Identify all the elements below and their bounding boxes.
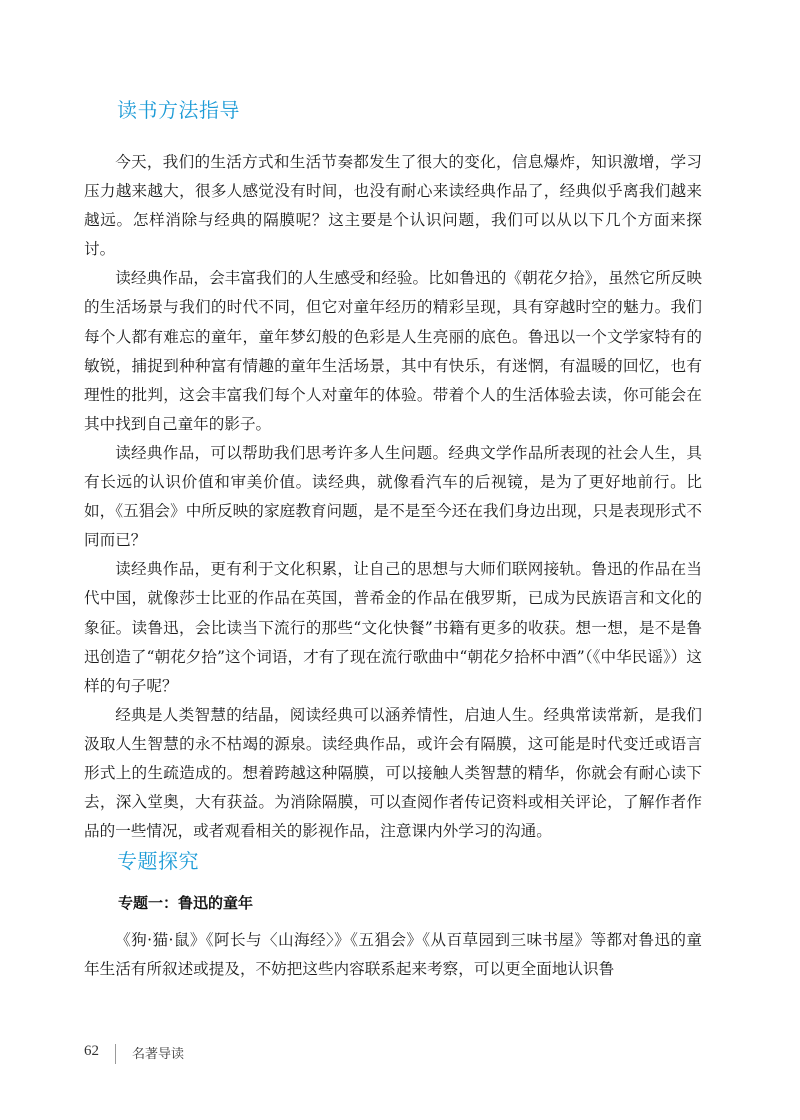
paragraph: 读经典作品，更有利于文化积累，让自己的思想与大师们联网接轨。鲁迅的作品在当代中国，就像莎士比亚的作品在英国，普希金的作品在俄罗斯，已成为民族语言和文化的象征。读鲁迅，会比读当下流行的那些“文化快餐”书籍有更多的收获。想一想，是不是鲁迅创造了“朝花夕拾”这个词语，才有了现在流行歌曲中“朝花夕拾杯中酒”（《中华民谣》）这样的句子呢？ xyxy=(84,560,702,695)
topic-title: 专题一：鲁迅的童年 xyxy=(118,894,254,912)
paragraph: 经典是人类智慧的结晶，阅读经典可以涵养情性，启迪人生。经典常读常新，是我们汲取人生智慧的永不枯竭的源泉。读经典作品，或许会有隔膜，这可能是时代变迁或语言形式上的生疏造成的。想着跨越这种隔膜，可以接触人类智慧的精华，你就会有耐心读下去，深入堂奥，大有获益。为消除隔膜，可以查阅作者传记资料或相关评论，了解作者作品的一些情况，或者观看相关的影视作品，注意课内外学习的沟通。 xyxy=(84,705,702,841)
section-heading-topic-study: 专题探究 xyxy=(117,849,199,873)
section-heading-reading-methods: 读书方法指导 xyxy=(117,98,240,122)
paragraph: 《狗·猫·鼠》《阿长与〈山海经〉》《五猖会》《从百草园到三味书屋》等都对鲁迅的童年生活有所叙述或提及，不妨把这些内容联系起来考察，可以更全面地认识鲁 xyxy=(84,931,702,979)
footer-divider xyxy=(115,1044,116,1064)
page-number: 62 xyxy=(84,1043,99,1059)
topic-body xyxy=(84,926,702,984)
paragraph: 今天，我们的生活方式和生活节奏都发生了很大的变化，信息爆炸，知识激增，学习压力越来越大，很多人感觉没有时间，也没有耐心来读经典作品了，经典似乎离我们越来越远。怎样消除与经典的隔膜呢？这主要是个认识问题，我们可以从以下几个方面来探讨。 xyxy=(84,153,702,259)
paragraph: 读经典作品，可以帮助我们思考许多人生问题。经典文学作品所表现的社会人生，具有长远的认识价值和审美价值。读经典，就像看汽车的后视镜，是为了更好地前行。比如，《五猖会》中所反映的家庭教育问题，是不是至今还在我们身边出现，只是表现形式不同而已？ xyxy=(84,443,702,550)
paragraph: 读经典作品，会丰富我们的人生感受和经验。比如鲁迅的《朝花夕拾》，虽然它所反映的生活场景与我们的时代不同，但它对童年经历的精彩呈现，具有穿越时空的魅力。我们每个人都有难忘的童年，童年梦幻般的色彩是人生亮丽的底色。鲁迅以一个文学家特有的敏锐，捕捉到种种富有情趣的童年生活场景，其中有快乐，有迷惘，有温暖的回忆，也有理性的批判，这会丰富我们每个人对童年的体验。带着个人的生活体验去读，你可能会在其中找到自己童年的影子。 xyxy=(84,269,702,433)
reading-methods-body xyxy=(84,148,702,846)
book-title: 名著导读 xyxy=(132,1047,185,1062)
